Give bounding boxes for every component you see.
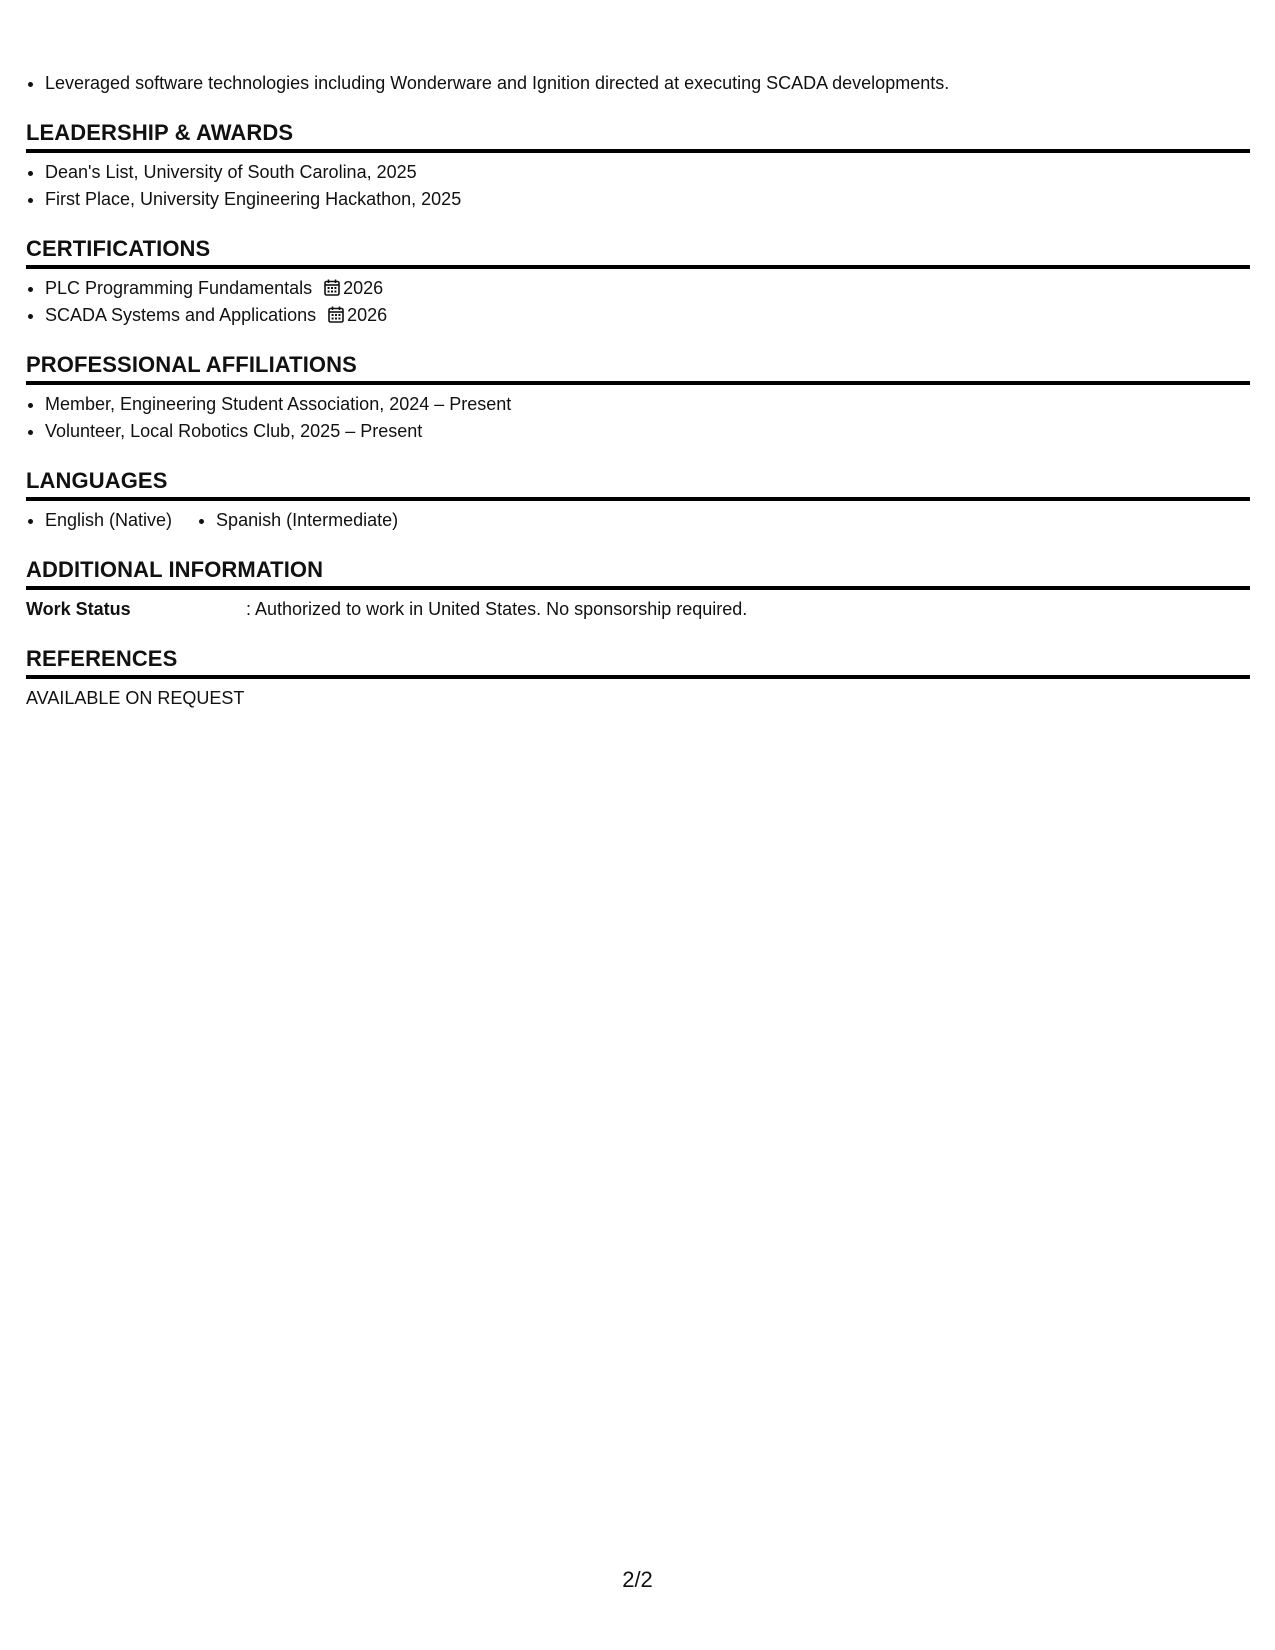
references-section <box>26 685 1250 712</box>
certification-year: 2026 <box>347 305 388 325</box>
section-title-languages: LANGUAGES <box>26 467 1250 501</box>
calendar-icon <box>324 279 340 296</box>
affiliations-section <box>26 391 1250 445</box>
language-item: • English (Native) <box>45 507 172 534</box>
certifications-section <box>26 275 1250 329</box>
additional-information-section <box>26 596 1250 623</box>
work-status-value: : Authorized to work in United States. No sponsorship required. <box>246 599 748 619</box>
leadership-section <box>26 159 1250 213</box>
languages-list <box>26 507 1250 534</box>
experience-bullet: • Leveraged software technologies including Wonderware and Ignition directed at executing SCADA developments. <box>45 70 1250 97</box>
leadership-item: • First Place, University Engineering Hackathon, 2025 <box>45 186 1250 213</box>
languages-section <box>26 507 1250 534</box>
certification-item <box>45 275 1250 302</box>
section-title-certifications: CERTIFICATIONS <box>26 235 1250 269</box>
certification-date <box>328 305 387 325</box>
section-title-leadership: LEADERSHIP & AWARDS <box>26 119 1250 153</box>
certification-name: SCADA Systems and Applications <box>45 305 317 325</box>
section-title-references: REFERENCES <box>26 645 1250 679</box>
certification-name: PLC Programming Fundamentals <box>45 278 313 298</box>
leadership-list <box>26 159 1250 213</box>
work-status-label: Work Status <box>26 599 131 619</box>
affiliations-list <box>26 391 1250 445</box>
section-title-affiliations: PROFESSIONAL AFFILIATIONS <box>26 351 1250 385</box>
references-text: AVAILABLE ON REQUEST <box>26 688 245 708</box>
section-title-additional-information: ADDITIONAL INFORMATION <box>26 556 1250 590</box>
calendar-icon <box>328 306 344 323</box>
language-item: • Spanish (Intermediate) <box>216 507 398 534</box>
experience-bullets <box>26 70 1250 97</box>
certification-year: 2026 <box>343 278 384 298</box>
resume-page <box>26 70 1250 712</box>
certification-item <box>45 302 1250 329</box>
leadership-item: • Dean's List, University of South Carolina, 2025 <box>45 159 1250 186</box>
page-number: 2/2 <box>622 1567 653 1592</box>
work-status-row <box>26 596 1250 623</box>
affiliation-item: • Member, Engineering Student Association, 2024 – Present <box>45 391 1250 418</box>
certification-date <box>324 278 383 298</box>
affiliation-item: • Volunteer, Local Robotics Club, 2025 – Present <box>45 418 1250 445</box>
certifications-list <box>26 275 1250 329</box>
